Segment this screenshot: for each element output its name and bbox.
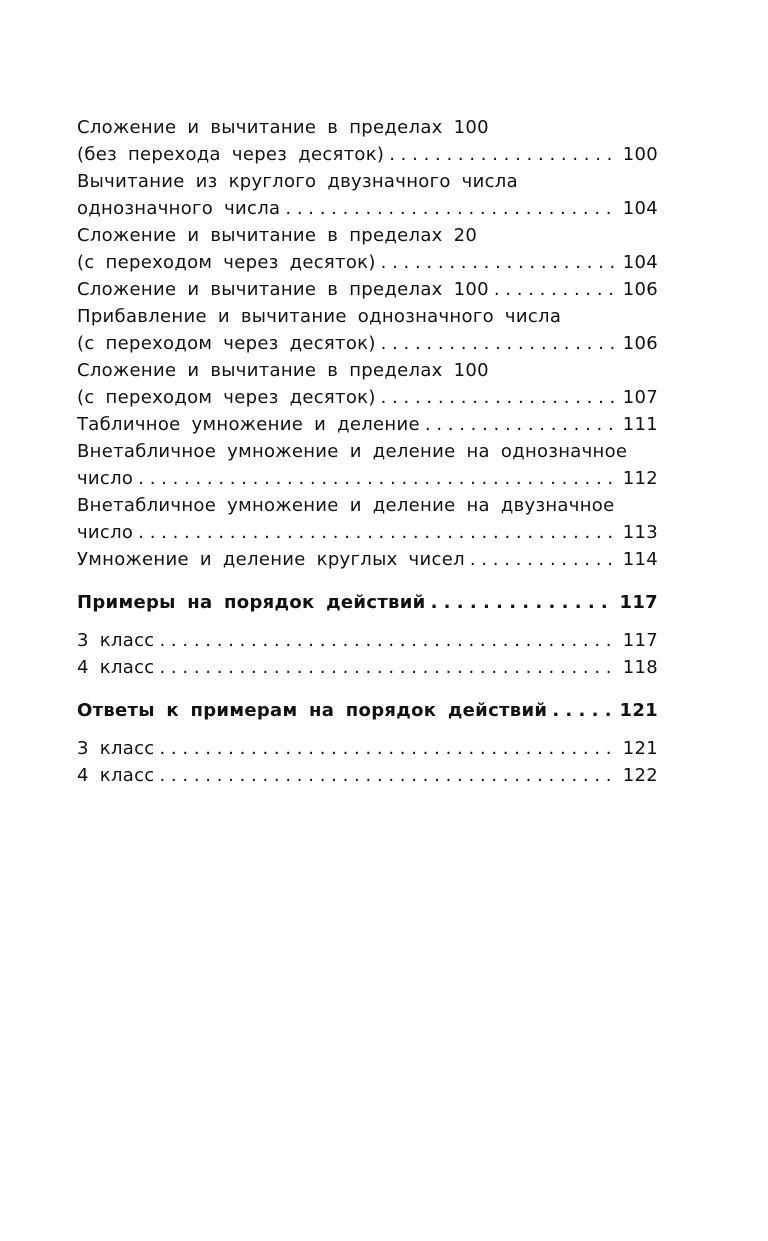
dot-leader (381, 330, 617, 357)
dot-leader (381, 249, 617, 276)
toc-page-number: 106 (622, 279, 658, 300)
toc-entry-text: (с переходом через десяток) (77, 252, 376, 273)
toc-line (77, 654, 658, 681)
section-title: Ответы к примерам на порядок действий (77, 700, 548, 721)
toc-page-number: 113 (622, 522, 658, 543)
table-of-contents (77, 114, 658, 789)
toc-entry-text: 4 класс (77, 765, 155, 786)
dot-leader (159, 654, 616, 681)
dot-leader (138, 519, 616, 546)
toc-page-number: 100 (622, 144, 658, 165)
toc-entry-text: Сложение и вычитание в пределах 100 (77, 279, 489, 300)
toc-line (77, 168, 658, 195)
dot-leader (159, 762, 616, 789)
toc-line (77, 438, 658, 465)
toc-line (77, 276, 658, 303)
toc-line (77, 249, 658, 276)
toc-page-number: 106 (622, 333, 658, 354)
dot-leader (470, 546, 617, 573)
dot-leader (285, 195, 616, 222)
toc-entry-text: однозначного числа (77, 198, 281, 219)
toc-page-number: 114 (622, 549, 658, 570)
dot-leader (159, 735, 616, 762)
toc-entry-text: (с переходом через десяток) (77, 333, 376, 354)
toc-line (77, 411, 658, 438)
toc-line (77, 357, 658, 384)
toc-page-number: 117 (622, 630, 658, 651)
toc-entry-text: число (77, 468, 134, 489)
toc-line (77, 384, 658, 411)
toc-line (77, 195, 658, 222)
toc-entry-text: Сложение и вычитание в пределах 100 (77, 360, 489, 381)
dot-leader (381, 384, 617, 411)
toc-line (77, 330, 658, 357)
toc-entry-text: Умножение и деление круглых чисел (77, 549, 465, 570)
toc-line (77, 141, 658, 168)
dot-leader (425, 411, 617, 438)
toc-entry-text: число (77, 522, 134, 543)
toc-entry-text: 4 класс (77, 657, 155, 678)
toc-entry-text: Сложение и вычитание в пределах 20 (77, 225, 478, 246)
dot-leader (159, 627, 616, 654)
toc-line (77, 465, 658, 492)
toc-page-number: 117 (619, 592, 658, 613)
toc-entry-text: 3 класс (77, 738, 155, 759)
toc-section-heading (77, 589, 658, 616)
toc-line (77, 114, 658, 141)
toc-line (77, 627, 658, 654)
dot-leader (552, 697, 613, 724)
toc-line (77, 735, 658, 762)
toc-page-number: 121 (619, 700, 658, 721)
toc-entry-text: Вычитание из круглого двузначного числа (77, 171, 518, 192)
toc-line (77, 492, 658, 519)
toc-page-number: 107 (622, 387, 658, 408)
toc-line (77, 303, 658, 330)
toc-page-number: 104 (622, 198, 658, 219)
toc-page-number: 118 (622, 657, 658, 678)
toc-page-number: 104 (622, 252, 658, 273)
toc-entry-text: Сложение и вычитание в пределах 100 (77, 117, 489, 138)
toc-entry-text: Табличное умножение и деление (77, 414, 420, 435)
toc-entry-text: (без перехода через десяток) (77, 144, 385, 165)
toc-entry-text: (с переходом через десяток) (77, 387, 376, 408)
toc-section-heading (77, 697, 658, 724)
toc-entry-text: 3 класс (77, 630, 155, 651)
dot-leader (494, 276, 617, 303)
dot-leader (389, 141, 617, 168)
toc-line (77, 222, 658, 249)
dot-leader (138, 465, 616, 492)
toc-page-number: 112 (622, 468, 658, 489)
toc-entry-text: Прибавление и вычитание однозначного числа (77, 306, 562, 327)
toc-line (77, 519, 658, 546)
dot-leader (431, 589, 614, 616)
toc-page-number: 122 (622, 765, 658, 786)
toc-page-number: 121 (622, 738, 658, 759)
toc-line (77, 762, 658, 789)
toc-page-number: 111 (622, 414, 658, 435)
toc-entry-text: Внетабличное умножение и деление на однозначное (77, 441, 628, 462)
toc-entry-text: Внетабличное умножение и деление на двузначное (77, 495, 615, 516)
section-title: Примеры на порядок действий (77, 592, 426, 613)
toc-line (77, 546, 658, 573)
